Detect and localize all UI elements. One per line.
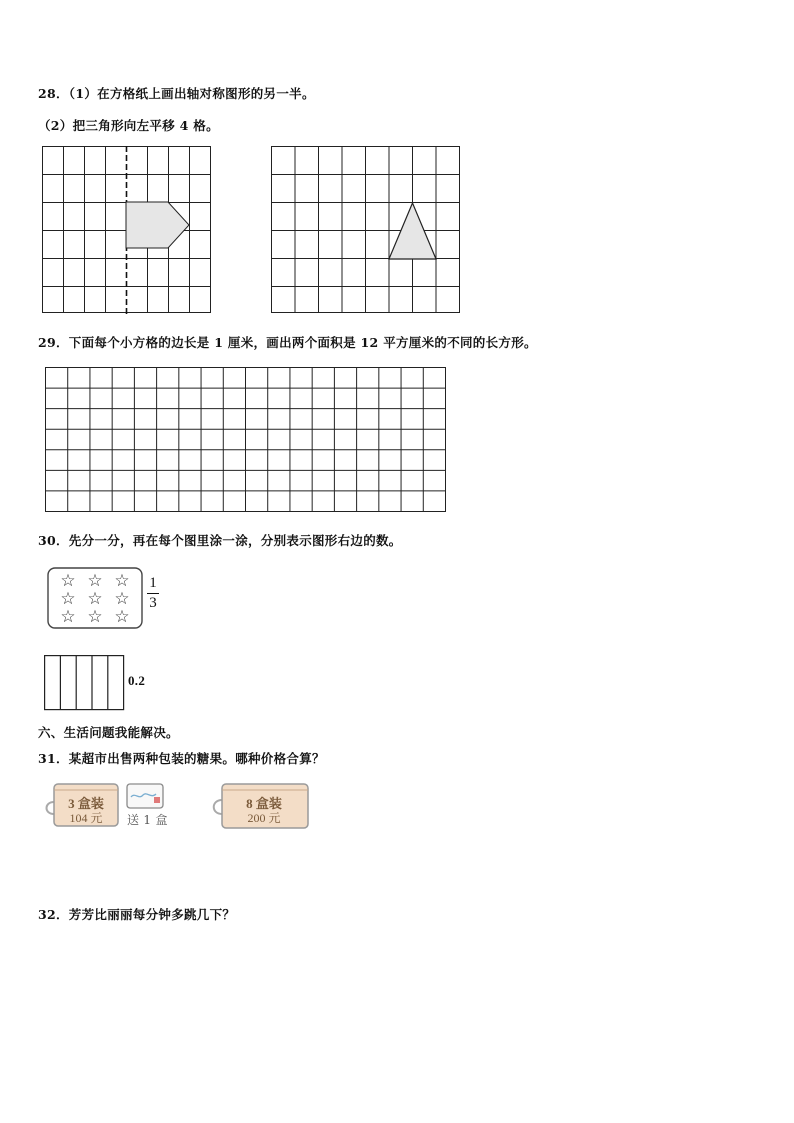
star-icon: ☆ (114, 571, 130, 591)
star-icon: ☆ (60, 607, 76, 627)
q28-line2: （2）把三角形向左平移 4 格。 (38, 118, 219, 133)
q28-line1: 28．（1）在方格纸上画出轴对称图形的另一半。 (38, 86, 315, 101)
candy-box-3-pack (46, 780, 121, 828)
five-strip-rectangle (44, 655, 126, 711)
q31-text: 31．某超市出售两种包装的糖果。哪种价格合算？ (38, 751, 325, 766)
star-box (47, 567, 143, 629)
decimal-label: 0.2 (128, 673, 146, 688)
star-icon: ☆ (87, 607, 103, 627)
fraction-denominator: 3 (149, 595, 157, 611)
star-icon: ☆ (60, 571, 76, 591)
fraction-numerator: 1 (149, 575, 157, 591)
section6-heading: 六、生活问题我能解决。 (38, 725, 179, 740)
symmetry-grid (42, 146, 212, 314)
bonus-label: 送 1 盒 (127, 813, 168, 827)
star-icon: ☆ (60, 589, 76, 609)
bonus-box (126, 782, 166, 810)
q32-text: 32．芳芳比丽丽每分钟多跳几下？ (38, 907, 236, 922)
translation-grid (271, 146, 461, 314)
star-icon: ☆ (114, 589, 130, 609)
candy-box-8-pack (212, 780, 310, 830)
star-icon: ☆ (87, 571, 103, 591)
star-icon: ☆ (87, 589, 103, 609)
box2-count: 8 盒装 (246, 796, 282, 811)
box1-price: 104 元 (69, 811, 103, 825)
half-shape (126, 202, 189, 248)
box2-price: 200 元 (247, 811, 281, 825)
q30-text: 30．先分一分，再在每个图里涂一涂，分别表示图形右边的数。 (38, 533, 402, 548)
q29-text: 29．下面每个小方格的边长是 1 厘米，画出两个面积是 12 平方厘米的不同的长方形。 (38, 335, 537, 350)
fraction-one-third (147, 575, 159, 612)
box1-count: 3 盒装 (68, 796, 104, 811)
star-icon: ☆ (114, 607, 130, 627)
area-grid (45, 367, 447, 513)
